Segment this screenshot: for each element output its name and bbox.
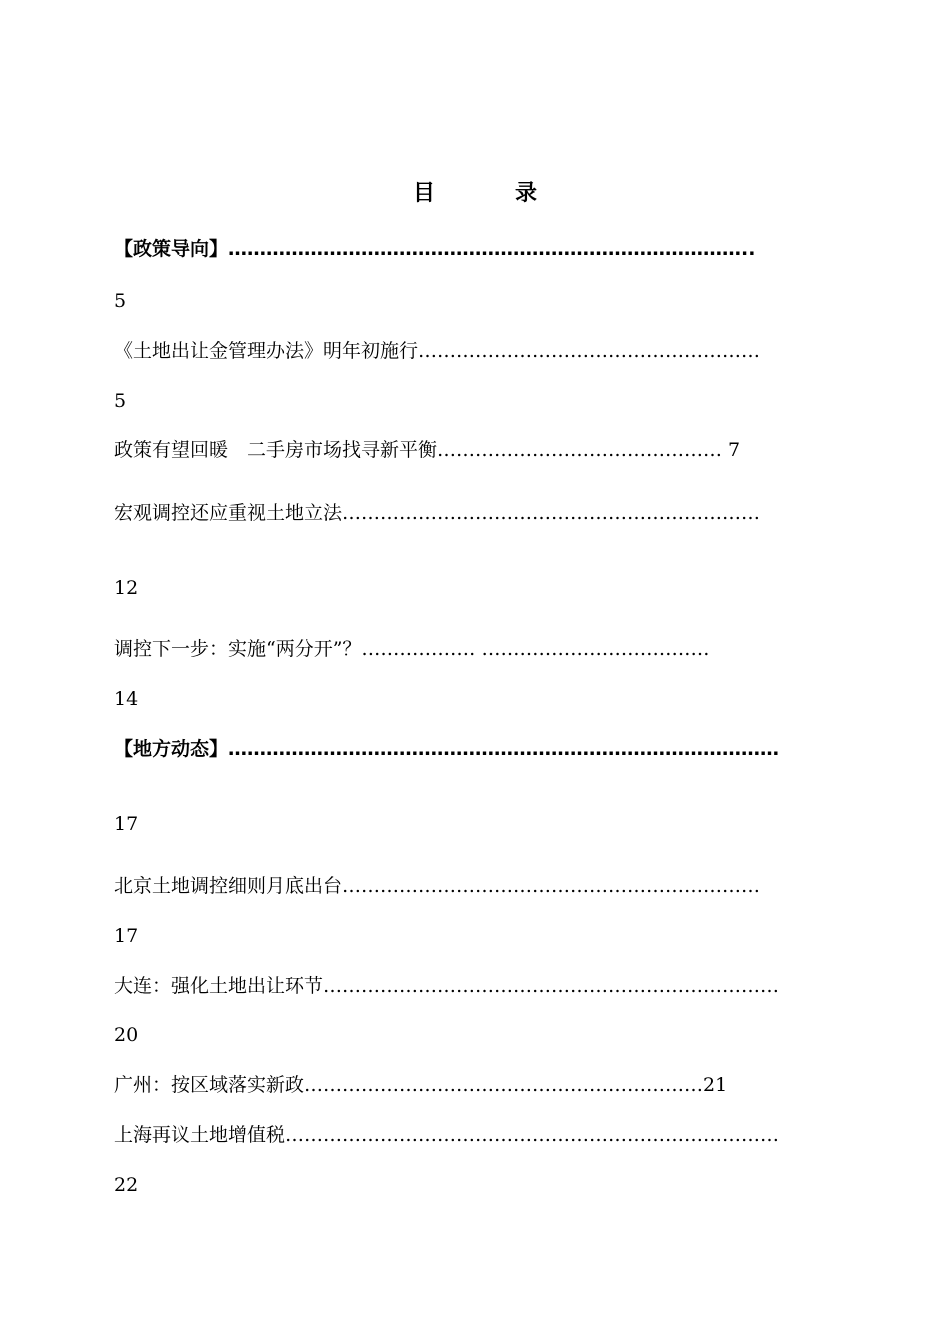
toc-entry[interactable]: 《土地出让金管理办法》明年初施行……………………………………………… [114,340,761,362]
toc-entry[interactable]: 政策有望回暖 二手房市场找寻新平衡……………………………………… 7 [114,439,741,461]
page-number: 20 [114,1024,139,1046]
toc-entry[interactable]: 北京土地调控细则月底出台………………………………………………………… [114,875,761,897]
page-number: 12 [114,577,139,599]
toc-title [0,176,950,207]
page-number: 14 [114,688,139,710]
page-number: 17 [114,813,139,835]
page-number: 22 [114,1174,139,1196]
section-heading-policy[interactable]: 【政策导向】……………………………………………………………………….. [114,238,756,260]
page-number: 5 [114,390,127,412]
toc-entry[interactable]: 调控下一步：实施“两分开”？……………… ……………………………… [114,638,710,660]
toc-entry[interactable]: 大连：强化土地出让环节……………………………………………………………… [114,975,780,997]
page-number: 17 [114,925,139,947]
toc-entry[interactable]: 上海再议土地增值税…………………………………………………………………… [114,1124,780,1146]
toc-entry[interactable]: 广州：按区域落实新政………………………………………………………21 [114,1074,728,1096]
toc-entry[interactable]: 宏观调控还应重视土地立法………………………………………………………… [114,502,761,524]
title-char-1: 目 [412,181,435,206]
section-heading-local[interactable]: 【地方动态】…………………………………………………………………………… [114,738,780,760]
title-char-2: 录 [515,181,538,206]
page-number: 5 [114,290,127,312]
